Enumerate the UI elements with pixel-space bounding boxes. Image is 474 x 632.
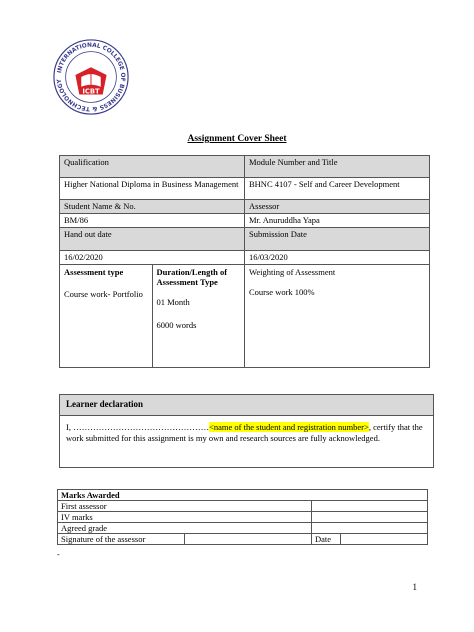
- page-number: 1: [412, 582, 417, 592]
- marks-awarded-table: [57, 489, 428, 545]
- duration-label: Duration/Length of Assessment Type: [156, 267, 228, 288]
- agreed-grade-label: Agreed grade: [58, 523, 312, 534]
- seal-abbr: ICBT: [82, 87, 100, 96]
- handout-label: Hand out date: [60, 228, 245, 251]
- declaration-placeholder: <name of the student and registration number>: [209, 422, 369, 432]
- iv-marks-label: IV marks: [58, 512, 312, 523]
- handout-value: 16/02/2020: [60, 251, 245, 265]
- page-title: Assignment Cover Sheet: [187, 134, 287, 144]
- first-assessor-value: [312, 501, 428, 512]
- college-seal-logo: [52, 38, 130, 116]
- declaration-heading: Learner declaration: [60, 395, 433, 416]
- student-value: BM/86: [60, 214, 245, 228]
- assessor-value: Mr. Anuruddha Yapa: [245, 214, 430, 228]
- declaration-text: [60, 416, 433, 445]
- weighting-label: Weighting of Assessment: [249, 267, 336, 277]
- first-assessor-label: First assessor: [58, 501, 312, 512]
- agreed-grade-value: [312, 523, 428, 534]
- declaration-prefix: I, …………………………………………: [66, 422, 210, 432]
- qualification-label: Qualification: [60, 156, 245, 178]
- signature-value: [185, 534, 312, 545]
- learner-declaration-box: [59, 394, 434, 468]
- duration-value-words: 6000 words: [156, 319, 197, 330]
- seal-ring-text: INTERNATIONAL COLLEGE OF BUSINESS & TECHNOLOGY: [56, 42, 126, 112]
- stray-mark: -: [57, 550, 60, 559]
- duration-value-month: 01 Month: [156, 297, 190, 308]
- cover-details-table: [59, 155, 430, 368]
- assessor-label: Assessor: [245, 200, 430, 214]
- signature-label: Signature of the assessor: [58, 534, 185, 545]
- submission-value: 16/03/2020: [245, 251, 430, 265]
- assessment-type-value: Course work- Portfolio: [64, 289, 143, 300]
- weighting-value: Course work 100%: [249, 287, 315, 298]
- declaration-suffix: , certify that the work submitted for this assignment is my own and research sources are fully acknowledged.: [66, 422, 423, 444]
- module-label: Module Number and Title: [245, 156, 430, 178]
- date-label: Date: [312, 534, 341, 545]
- assessment-type-label: Assessment type: [64, 267, 124, 277]
- marks-heading: Marks Awarded: [58, 490, 428, 501]
- qualification-value: Higher National Diploma in Business Management: [60, 178, 245, 200]
- iv-marks-value: [312, 512, 428, 523]
- module-value: BHNC 4107 - Self and Career Development: [245, 178, 430, 200]
- submission-label: Submission Date: [245, 228, 430, 251]
- date-value: [341, 534, 428, 545]
- assessment-subtable: [60, 265, 244, 367]
- student-label: Student Name & No.: [60, 200, 245, 214]
